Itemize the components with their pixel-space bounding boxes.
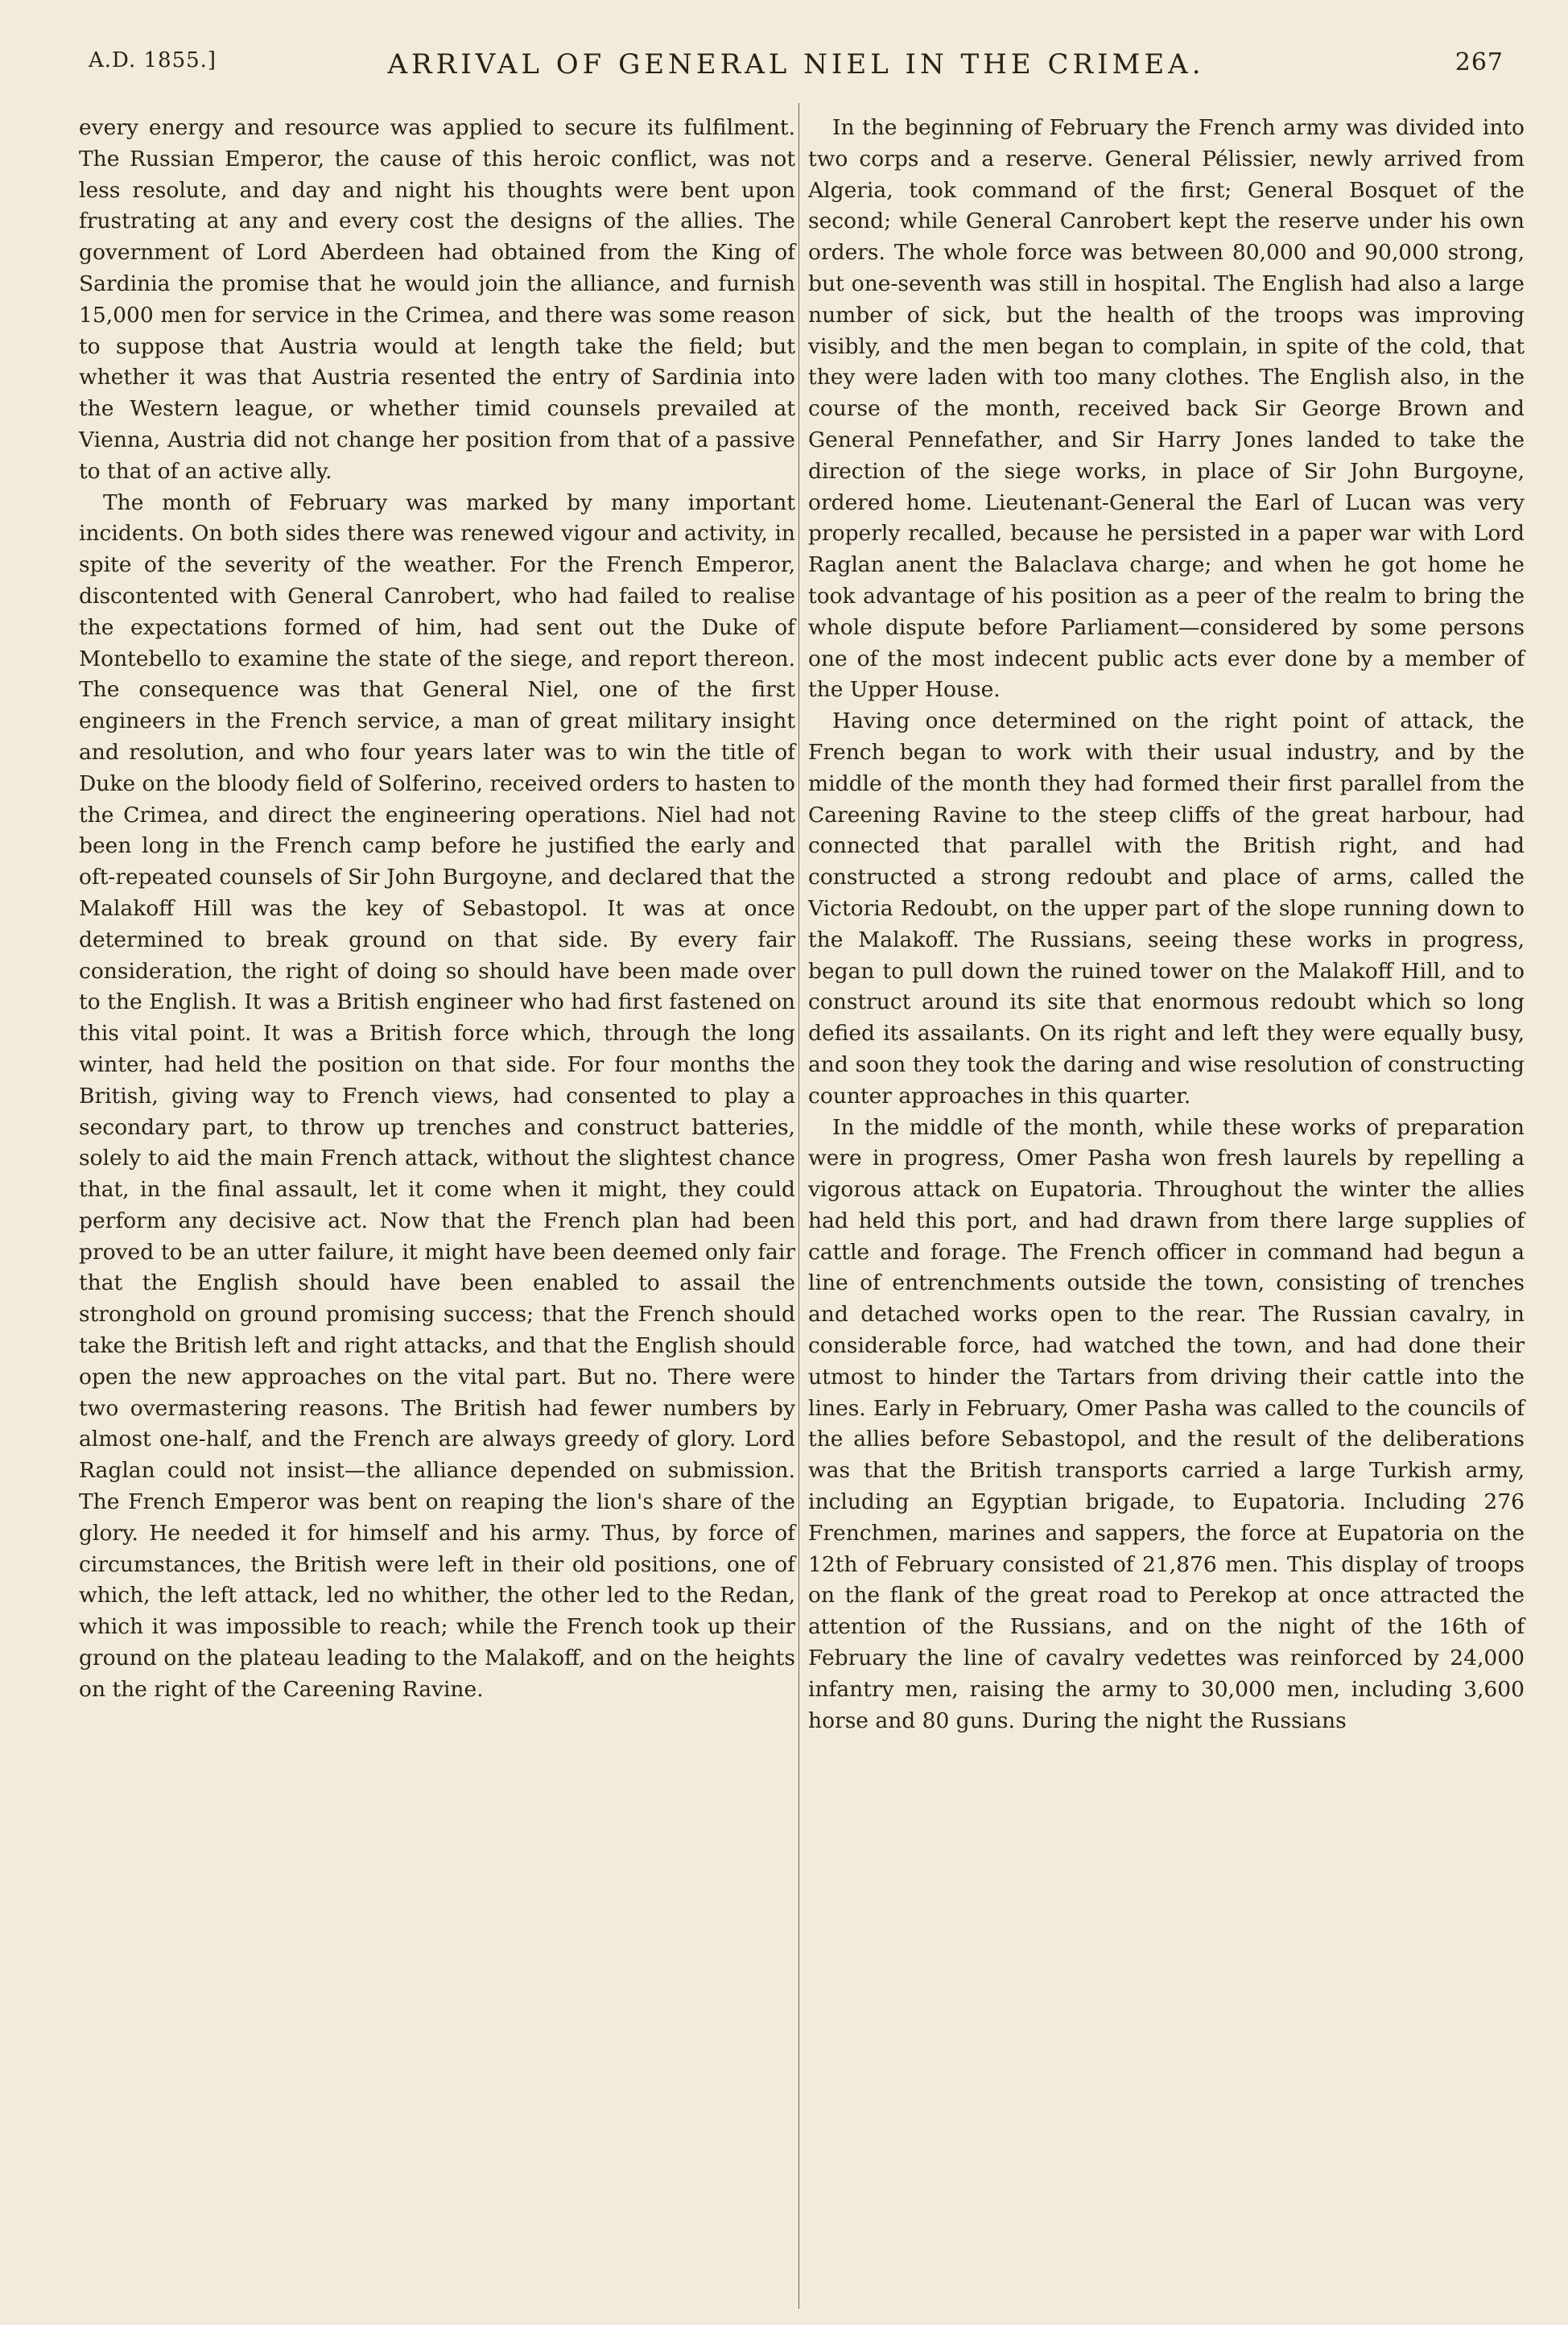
column-divider [798, 103, 799, 2309]
left-paragraph-1: every energy and resource was applied to secure its fulfilment. The Russian Emperor, the cause of this heroic conflict, was not less resolute, and day and night his thoughts were bent upon frustrating at any and every cost the designs of the allies. The government of Lord Aberdeen had obtained from the King of Sardinia the promise that he would join the alliance, and furnish 15,000 men for service in the Crimea, and there was some reason to suppose that Austria would at length take the field; but whether it was that Austria resented the entry of Sardinia into the Western league, or whether timid counsels prevailed at Vienna, Austria did not change her position from that of a passive to that of an active ally. [79, 115, 795, 484]
right-paragraph-1: In the beginning of February the French army was divided into two corps and a reserve. General Pélissier, newly arrived from Algeria, took command of the first; General Bosquet of the second; while General Canrobert kept the reserve under his own orders. The whole force was between 80,000 and 90,000 strong, but one-seventh was still in hospital. The English had also a large number of sick, but the health of the troops was improving visibly, and the men began to complain, in spite of the cold, that they were laden with too many clothes. The English also, in the course of the month, received back Sir George Brown and General Pennefather, and Sir Harry Jones landed to take the direction of the siege works, in place of Sir John Burgoyne, ordered home. Lieutenant-General the Earl of Lucan was very properly recalled, because he persisted in a paper war with Lord Raglan anent the Balaclava charge; and when he got home he took advantage of his position as a peer of the realm to bring the whole dispute before Parliament—considered by some persons one of the most indecent public acts ever done by a member of the Upper House. [808, 115, 1525, 703]
left-paragraph-2: The month of February was marked by many important incidents. On both sides there was renewed vigour and activity, in spite of the severity of the weather. For the French Emperor, discontented with General Canrobert, who had failed to realise the expectations formed of him, had sent out the Duke of Montebello to examine the state of the siege, and report thereon. The consequence was that General Niel, one of the first engineers in the French service, a man of great military insight and resolution, and who four years later was to win the title of Duke on the bloody field of Solferino, received orders to hasten to the Crimea, and direct the engineering operations. Niel had not been long in the French camp before he justified the early and oft-repeated counsels of Sir John Burgoyne, and declared that the Malakoff Hill was the key of Sebastopol. It was at once determined to break ground on that side. By every fair consideration, the right of doing so should have been made over to the English. It was a British engineer who had first fastened on this vital point. It was a British force which, through the long winter, had held the position on that side. For four months the British, giving way to French views, had consented to play a secondary part, to throw up trenches and construct batteries, solely to aid the main French attack, without the slightest chance that, in the final assault, let it come when it might, they could perform any decisive act. Now that the French plan had been proved to be an utter failure, it might have been deemed only fair that the English should have been enabled to assail the stronghold on ground promising success; that the French should take the British left and right attacks, and that the English should open the new approaches on the vital part. But no. There were two overmastering reasons. The British had fewer numbers by almost one-half, and the French are always greedy of glory. Lord Raglan could not insist—the alliance depended on submission. The French Emperor was bent on reaping the lion's share of the glory. He needed it for himself and his army. Thus, by force of circumstances, the British were left in their old positions, one of which, the left attack, led no whither, the other led to the Redan, which it was impossible to reach; while the French took up their ground on the plateau leading to the Malakoff, and on the heights on the right of the Careening Ravine. [79, 489, 795, 1702]
right-column [808, 113, 1525, 1737]
header-title: ARRIVAL OF GENERAL NIEL IN THE CRIMEA. [387, 48, 1205, 81]
running-header [89, 48, 1504, 87]
right-paragraph-2: Having once determined on the right point of attack, the French began to work with their usual industry, and by the middle of the month they had formed their first parallel from the Careening Ravine to the steep cliffs of the great harbour, had connected that parallel with the British right, and had constructed a strong redoubt and place of arms, called the Victoria Redoubt, on the upper part of the slope running down to the Malakoff. The Russians, seeing these works in progress, began to pull down the ruined tower on the Malakoff Hill, and to construct around its site that enormous redoubt which so long defied its assailants. On its right and left they were equally busy, and soon they took the daring and wise resolution of constructing counter approaches in this quarter. [808, 708, 1525, 1109]
left-column [79, 113, 795, 1706]
right-paragraph-3: In the middle of the month, while these works of preparation were in progress, Omer Pasha won fresh laurels by repelling a vigorous attack on Eupatoria. Throughout the winter the allies had held this port, and had drawn from there large supplies of cattle and forage. The French officer in command had begun a line of entrenchments outside the town, consisting of trenches and detached works open to the rear. The Russian cavalry, in considerable force, had watched the town, and had done their utmost to hinder the Tartars from driving their cattle into the lines. Early in February, Omer Pasha was called to the councils of the allies before Sebastopol, and the result of the deliberations was that the British transports carried a large Turkish army, including an Egyptian brigade, to Eupatoria. Including 276 Frenchmen, marines and sappers, the force at Eupatoria on the 12th of February consisted of 21,876 men. This display of troops on the flank of the great road to Perekop at once attracted the attention of the Russians, and on the night of the 16th of February the line of cavalry vedettes was reinforced by 24,000 infantry men, raising the army to 30,000 men, including 3,600 horse and 80 guns. During the night the Russians [808, 1114, 1525, 1733]
page-number: 267 [1455, 48, 1504, 76]
header-date: A.D. 1855.] [89, 48, 217, 72]
